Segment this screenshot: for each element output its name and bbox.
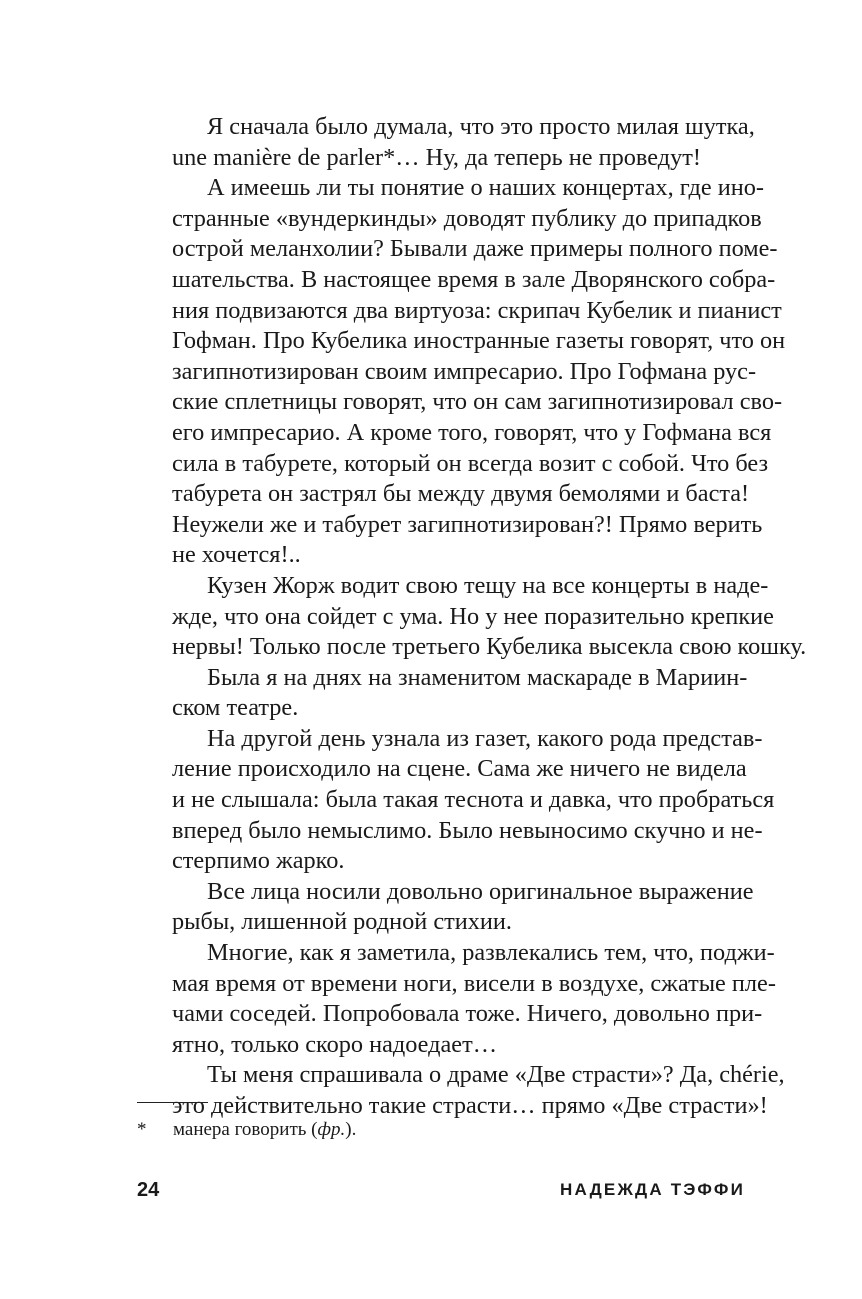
text-line: не хочется!.. [172, 541, 301, 569]
footnote-language: фр. [317, 1119, 346, 1140]
text-line: его импресарио. А кроме того, говорят, что у Гофмана вся [172, 418, 772, 446]
paragraph [137, 724, 775, 877]
text-line: чами соседей. Попробовала тоже. Ничего, довольно при- [172, 1000, 763, 1028]
paragraph [137, 877, 754, 938]
page-number: 24 [137, 1179, 160, 1201]
text-line: мая время от времени ноги, висели в воздухе, сжатые пле- [172, 969, 776, 997]
running-head-author: НАДЕЖДА ТЭФФИ [560, 1180, 745, 1199]
text-line: Была я на днях на знаменитом маскараде в Мариин- [207, 663, 748, 691]
text-line: загипнотизирован своим импресарио. Про Гофмана рус- [172, 357, 757, 385]
footnote [137, 1118, 356, 1142]
text-line: Все лица носили довольно оригинальное выражение [207, 877, 754, 905]
footnote-text: манера говорить ( [173, 1119, 318, 1140]
text-line: ятно, только скоро надоедает… [172, 1030, 497, 1058]
text-line: Многие, как я заметила, развлекались тем, что, поджи- [207, 939, 775, 967]
text-line: острой меланхолии? Бывали даже примеры полного поме- [172, 235, 778, 263]
text-line: вперед было немыслимо. Было невыносимо скучно и не- [172, 816, 763, 844]
text-line: ния подвизаются два виртуоза: скрипач Кубелик и пианист [172, 296, 782, 324]
text-line: На другой день узнала из газет, какого рода представ- [207, 724, 763, 752]
paragraph [137, 173, 786, 571]
text-line: рыбы, лишенной родной стихии. [172, 908, 512, 936]
text-line: сила в табурете, который он всегда возит с собой. Что без [172, 449, 769, 477]
text-line: жде, что она сойдет с ума. Но у нее поразительно крепкие [172, 602, 774, 630]
main-text [137, 112, 807, 1122]
text-line: Кузен Жорж водит свою тещу на все концерты в наде- [207, 571, 769, 599]
text-line: ление происходило на сцене. Сама же ничего не видела [172, 755, 747, 783]
text-line: Ты меня спрашивала о драме «Две страсти»? Да, chérie, [207, 1061, 785, 1089]
text-line: Я сначала было думала, что это просто милая шутка, [207, 113, 755, 140]
paragraph [137, 571, 807, 663]
text-line: это действительно такие страсти… прямо «Две страсти»! [172, 1092, 768, 1119]
text-line: Неужели же и табурет загипнотизирован?! Прямо верить [172, 510, 763, 538]
text-line: стерпимо жарко. [172, 847, 345, 875]
text-line: нервы! Только после третьего Кубелика высекла свою кошку. [172, 633, 807, 661]
text-line: А имеешь ли ты понятие о наших концертах, где ино- [207, 174, 764, 202]
footnote-mark: * [137, 1119, 147, 1140]
text-line: ские сплетницы говорят, что он сам загипнотизировал сво- [172, 388, 783, 416]
footnote-divider [137, 1102, 208, 1103]
footnote-close: ). [345, 1119, 357, 1140]
text-line: странные «вундеркинды» доводят публику до припадков [172, 204, 762, 232]
text-line: Гофман. Про Кубелика иностранные газеты говорят, что он [172, 327, 786, 355]
paragraph [137, 663, 748, 724]
paragraph [137, 938, 776, 1060]
text-line: шательства. В настоящее время в зале Дворянского собра- [172, 265, 776, 293]
text-line: и не слышала: была такая теснота и давка, что пробраться [172, 786, 775, 814]
text-line: une manière de parler*… Ну, да теперь не проведут! [172, 143, 701, 171]
paragraph [137, 112, 755, 173]
paragraph [137, 1060, 785, 1121]
text-line: табурета он застрял бы между двумя бемолями и баста! [172, 480, 750, 508]
text-line: ском театре. [172, 694, 299, 722]
